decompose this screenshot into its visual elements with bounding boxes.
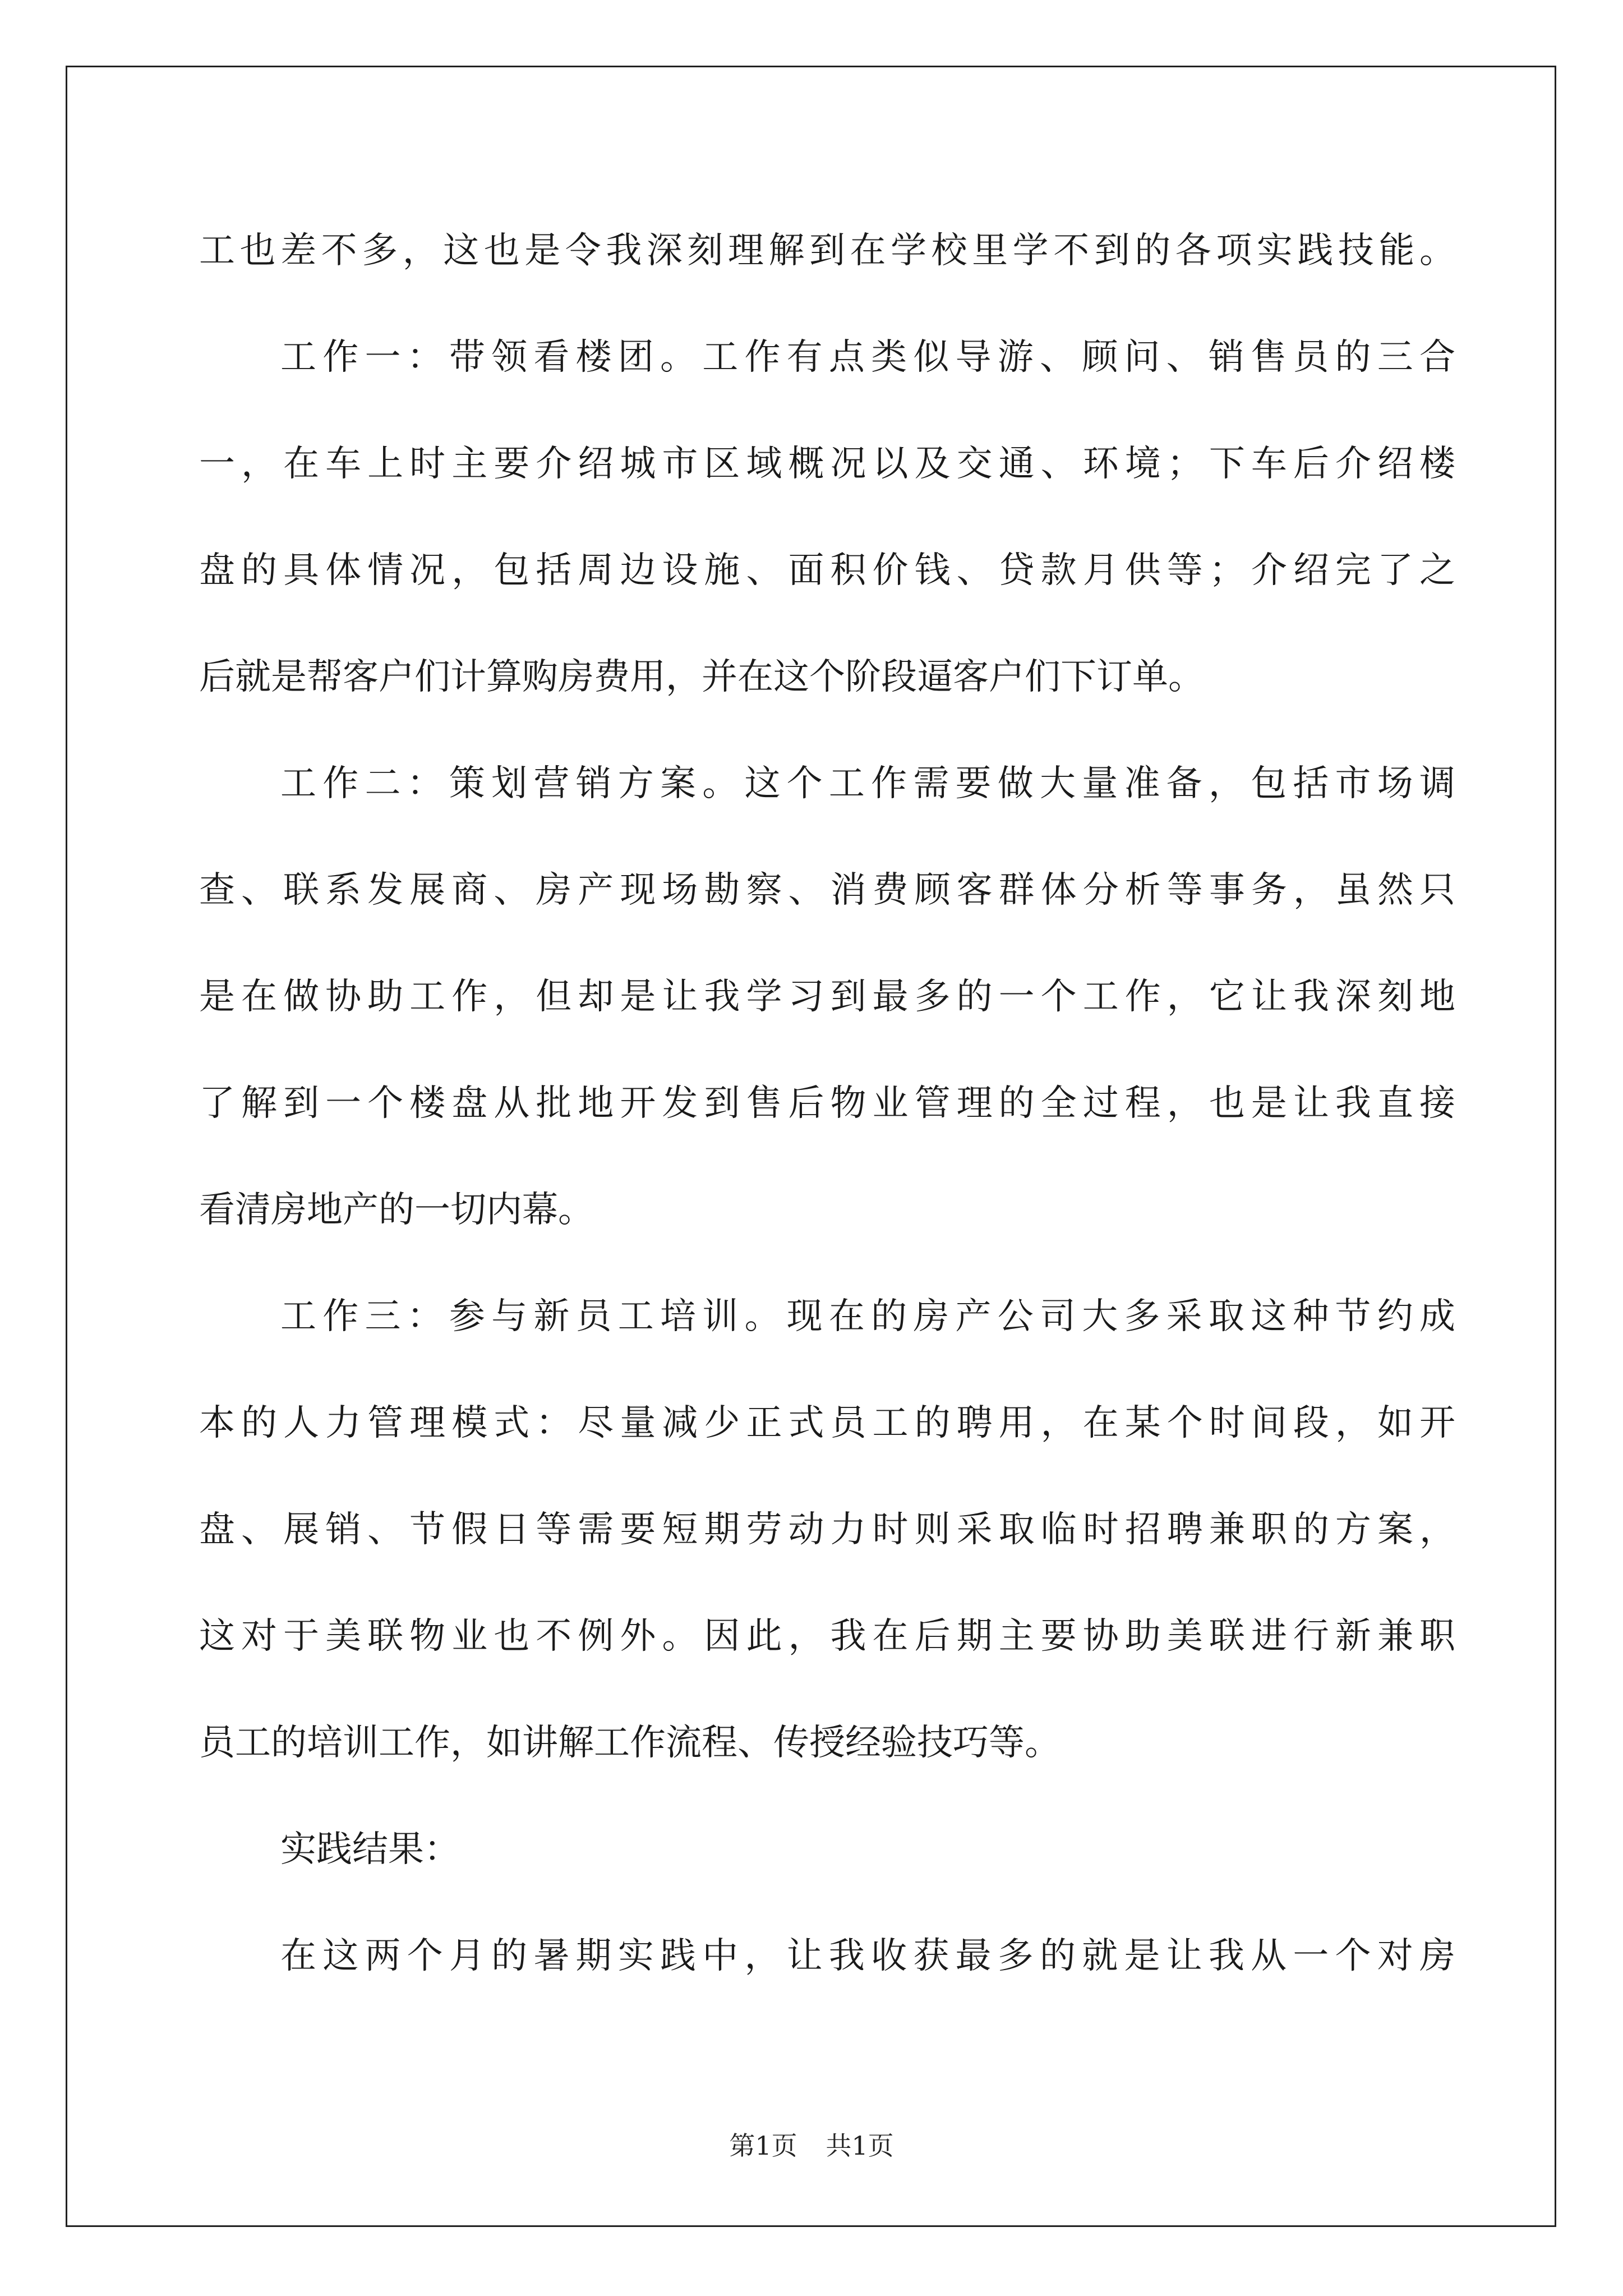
text-line-12: 本的人力管理模式：尽量减少正式员工的聘用，在某个时间段，如开 bbox=[199, 1402, 1455, 1444]
page-footer bbox=[0, 2129, 1623, 2162]
page-number-current: 第1页 bbox=[729, 2131, 797, 2161]
text-line-10: 看清房地产的一切内幕。 bbox=[199, 1189, 594, 1231]
text-line-4: 盘的具体情况，包括周边设施、面积价钱、贷款月供等；介绍完了之 bbox=[199, 550, 1455, 591]
page-number-total: 共1页 bbox=[826, 2131, 894, 2161]
text-line-1: 工也差不多，这也是令我深刻理解到在学校里学不到的各项实践技能。 bbox=[199, 230, 1455, 272]
text-line-7: 查、联系发展商、房产现场勘察、消费顾客群体分析等事务，虽然只 bbox=[199, 869, 1455, 911]
text-line-16: 实践结果： bbox=[280, 1829, 460, 1870]
text-line-3: 一，在车上时主要介绍城市区域概况以及交通、环境；下车后介绍楼 bbox=[199, 443, 1455, 485]
text-line-8: 是在做协助工作，但却是让我学习到最多的一个工作，它让我深刻地 bbox=[199, 976, 1455, 1018]
text-line-14: 这对于美联物业也不例外。因此，我在后期主要协助美联进行新兼职 bbox=[199, 1616, 1455, 1657]
text-line-5: 后就是帮客户们计算购房费用，并在这个阶段逼客户们下订单。 bbox=[199, 656, 1204, 698]
text-line-2: 工作一：带领看楼团。工作有点类似导游、顾问、销售员的三合 bbox=[280, 337, 1455, 378]
text-line-11: 工作三：参与新员工培训。现在的房产公司大多采取这种节约成 bbox=[280, 1296, 1455, 1337]
text-line-13: 盘、展销、节假日等需要短期劳动力时则采取临时招聘兼职的方案， bbox=[199, 1509, 1455, 1550]
text-line-9: 了解到一个楼盘从批地开发到售后物业管理的全过程，也是让我直接 bbox=[199, 1083, 1455, 1124]
text-line-17: 在这两个月的暑期实践中，让我收获最多的就是让我从一个对房 bbox=[280, 1935, 1455, 1977]
text-line-15: 员工的培训工作，如讲解工作流程、传授经验技巧等。 bbox=[199, 1722, 1061, 1764]
text-line-6: 工作二：策划营销方案。这个工作需要做大量准备，包括市场调 bbox=[280, 763, 1455, 804]
